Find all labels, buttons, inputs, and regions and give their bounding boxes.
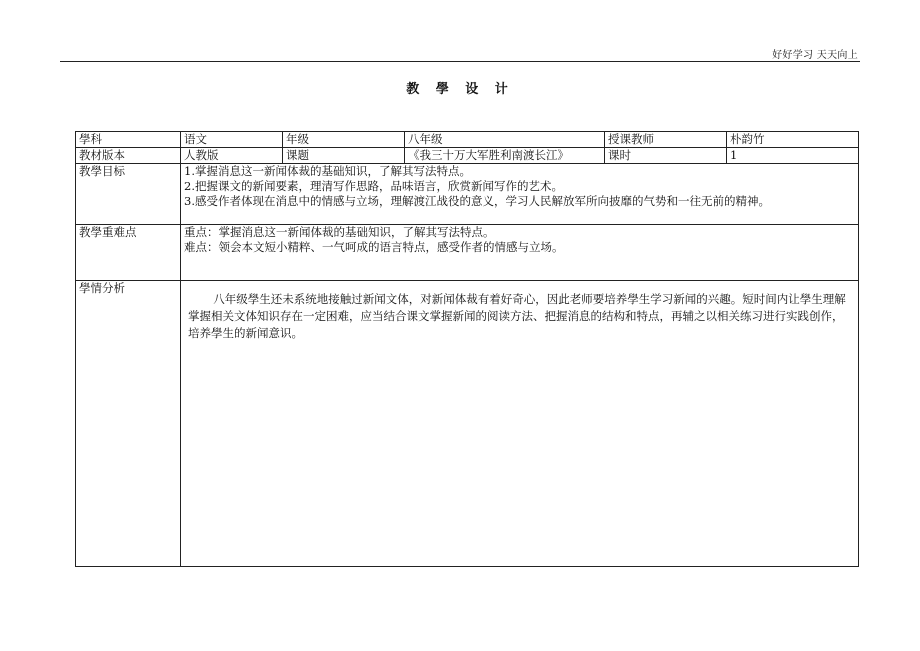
goal-item: 1.掌握消息这一新闻体裁的基础知识，了解其写法特点。	[184, 164, 471, 178]
lesson-plan-table	[75, 131, 859, 567]
edition-label: 教材版本	[76, 148, 181, 164]
key-point: 重点：掌握消息这一新闻体裁的基础知识，了解其写法特点。	[184, 225, 495, 239]
grade-value: 八年级	[405, 132, 605, 148]
page-title: 教 學 设 计	[406, 82, 514, 97]
header-note: 好好学习 天天向上	[772, 50, 858, 61]
analysis-text: 八年级學生还未系统地接触过新闻文体，对新闻体裁有着好奇心，因此老师要培养學生学习新闻的兴趣。短时间内让學生理解掌握相关文体知识存在一定困难，应当结合课文掌握新闻的阅读方法、把握消息的结构和特点，再辅之以相关练习进行实践创作，培养學生的新闻意识。	[188, 292, 846, 340]
table-row-subject	[76, 132, 859, 148]
table-row-goals	[76, 164, 859, 225]
table-row-edition	[76, 148, 859, 164]
grade-label: 年级	[283, 132, 405, 148]
teacher-label: 授课教师	[605, 132, 727, 148]
goals-content	[181, 164, 859, 225]
subject-value: 语文	[181, 132, 283, 148]
goals-label: 教學目标	[76, 164, 181, 225]
topic-value: 《我三十万大军胜利南渡长江》	[405, 148, 605, 164]
goal-item: 3.感受作者体现在消息中的情感与立场，理解渡江战役的意义，学习人民解放军所向披靡的气势和一往无前的精神。	[184, 194, 770, 208]
period-value: 1	[727, 148, 859, 164]
teacher-value: 朴韵竹	[727, 132, 859, 148]
key-points-content	[181, 225, 859, 281]
header-rule	[60, 61, 860, 62]
analysis-label: 學情分析	[76, 281, 181, 567]
edition-value: 人教版	[181, 148, 283, 164]
table-row-analysis	[76, 281, 859, 567]
subject-label: 學科	[76, 132, 181, 148]
topic-label: 课题	[283, 148, 405, 164]
key-points-label: 教學重难点	[76, 225, 181, 281]
goal-item: 2.把握课文的新闻要素，理清写作思路，品味语言，欣赏新闻写作的艺术。	[184, 179, 563, 193]
table-row-key-points	[76, 225, 859, 281]
period-label: 课时	[605, 148, 727, 164]
analysis-content	[181, 281, 859, 567]
difficulty-point: 难点：领会本文短小精粹、一气呵成的语言特点，感受作者的情感与立场。	[184, 240, 564, 254]
